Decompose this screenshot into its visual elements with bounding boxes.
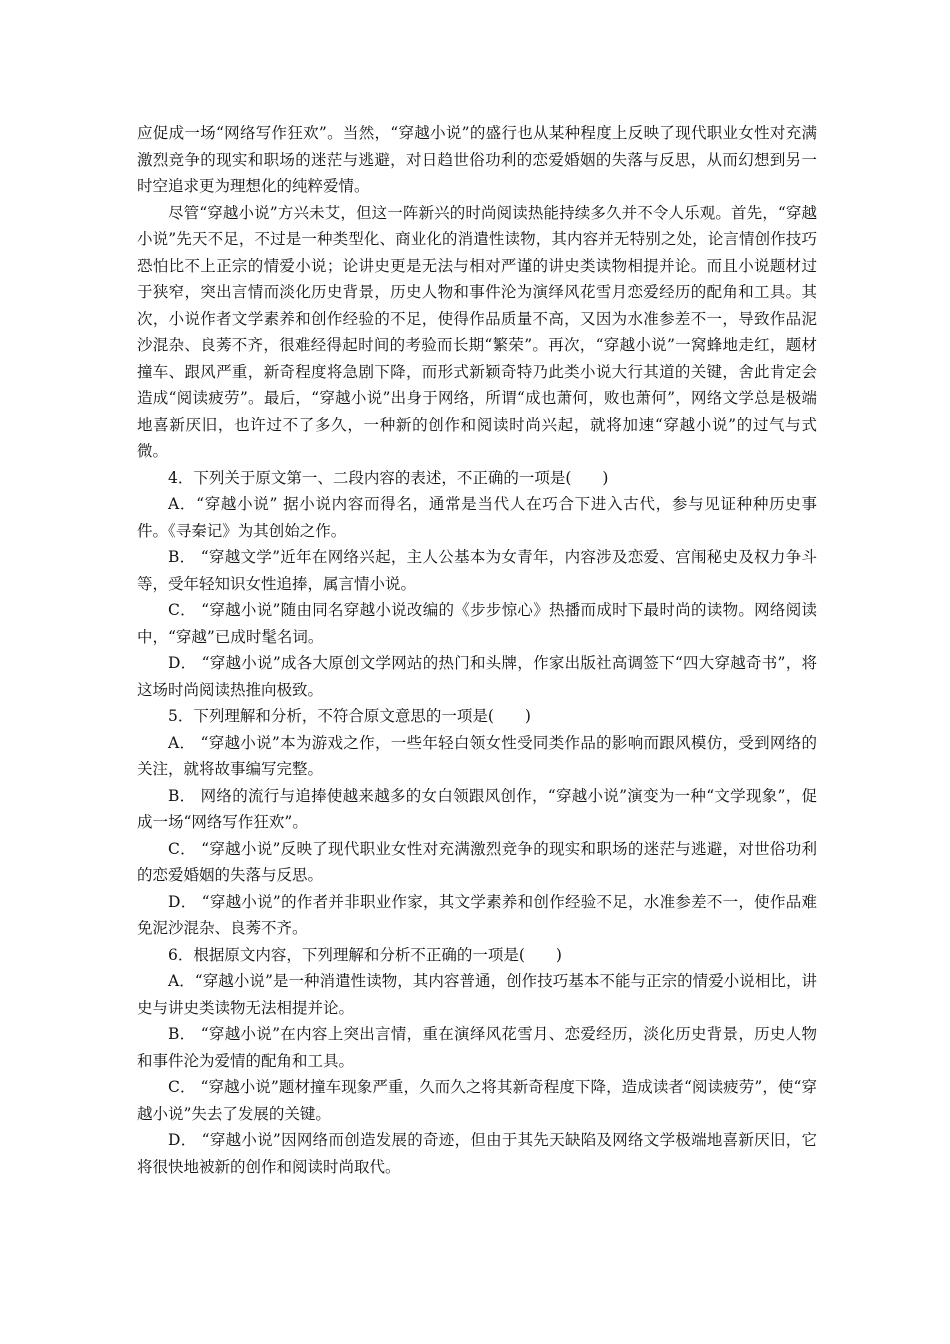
question-4-option-a: A．“穿越小说” 据小说内容而得名，通常是当代人在巧合下进入古代，参与见证种种历史事件。《寻秦记》为其创始之作。 [137, 495, 817, 540]
question-6 [137, 942, 817, 1181]
question-4-stem: 4．下列关于原文第一、二段内容的表述，不正确的一项是( ) [168, 468, 609, 487]
question-5-option-b: B． 网络的流行与追捧使越来越多的女白领跟风创作，“穿越小说”演变为一种“文学现象”，促成一场“网络写作狂欢”。 [137, 786, 817, 831]
question-4-option-c: C． “穿越小说”随由同名穿越小说改编的《步步惊心》热播而成时下最时尚的读物。网络阅读中，“穿越”已成时髦名词。 [137, 601, 817, 646]
passage-paragraph-2: 尽管“穿越小说”方兴未艾，但这一阵新兴的时尚阅读热能持续多久并不令人乐观。首先，“穿越小说”先天不足，不过是一种类型化、商业化的消遣性读物，其内容并无特别之处，论言情创作技巧恐怕比不上正宗的情爱小说；论讲史更是无法与相对严谨的讲史类读物相提并论。而且小说题材过于狭窄，突出言情而淡化历史背景，历史人物和事件沦为演绎风花雪月恋爱经历的配角和工具。其次，小说作者文学素养和创作经验的不足，使得作品质量不高，又因为水准参差不一，导致作品泥沙混杂、良莠不齐，很难经得起时间的考验而长期“繁荣”。再次，“穿越小说”一窝蜂地走红，题材撞车、跟风严重，新奇程度将急剧下降，而形式新颖奇特乃此类小说大行其道的关键，舍此肯定会造成“阅读疲劳”。最后，“穿越小说”出身于网络，所谓“成也萧何，败也萧何”，网络文学总是极端地喜新厌旧，也许过不了多久，一种新的创作和阅读时尚兴起，就将加速“穿越小说”的过气与式微。 [137, 203, 817, 460]
question-4-option-b: B． “穿越文学”近年在网络兴起，主人公基本为女青年，内容涉及恋爱、宫闱秘史及权力争斗等，受年轻知识女性追捧，属言情小说。 [137, 548, 817, 593]
passage-paragraph-1-tail: 应促成一场“网络写作狂欢”。当然，“穿越小说”的盛行也从某种程度上反映了现代职业女性对充满激烈竞争的现实和职场的迷茫与逃避，对日趋世俗功利的恋爱婚姻的失落与反思，从而幻想到另一时空追求更为理想化的纯粹爱情。 [137, 124, 817, 195]
question-4-option-d: D． “穿越小说”成各大原创文学网站的热门和头牌，作家出版社高调签下“四大穿越奇书”，将这场时尚阅读热推向极致。 [137, 654, 817, 699]
question-6-stem: 6．根据原文内容，下列理解和分析不正确的一项是( ) [168, 945, 562, 964]
question-5-option-c: C． “穿越小说”反映了现代职业女性对充满激烈竞争的现实和职场的迷茫与逃避，对世俗功利的恋爱婚姻的失落与反思。 [137, 839, 817, 884]
question-6-option-b: B． “穿越小说”在内容上突出言情，重在演绎风花雪月、恋爱经历，淡化历史背景，历史人物和事件沦为爱情的配角和工具。 [137, 1025, 817, 1070]
document-page [137, 120, 817, 1180]
question-5-option-d: D． “穿越小说”的作者并非职业作家，其文学素养和创作经验不足，水准参差不一，使作品难免泥沙混杂、良莠不齐。 [137, 892, 817, 937]
question-4 [137, 465, 817, 704]
question-6-option-d: D． “穿越小说”因网络而创造发展的奇迹，但由于其先天缺陷及网络文学极端地喜新厌旧，它将很快地被新的创作和阅读时尚取代。 [137, 1131, 817, 1176]
question-6-option-c: C． “穿越小说”题材撞车现象严重，久而久之将其新奇程度下降，造成读者“阅读疲劳”，使“穿越小说”失去了发展的关键。 [137, 1078, 817, 1123]
question-5-option-a: A． “穿越小说”本为游戏之作，一些年轻白领女性受同类作品的影响而跟风模仿，受到网络的关注，就将故事编写完整。 [137, 733, 817, 778]
question-5 [137, 703, 817, 942]
question-5-stem: 5．下列理解和分析，不符合原文意思的一项是( ) [168, 707, 531, 725]
question-6-option-a: A．“穿越小说”是一种消遣性读物，其内容普通，创作技巧基本不能与正宗的情爱小说相比，讲史与讲史类读物无法相提并论。 [137, 972, 817, 1017]
